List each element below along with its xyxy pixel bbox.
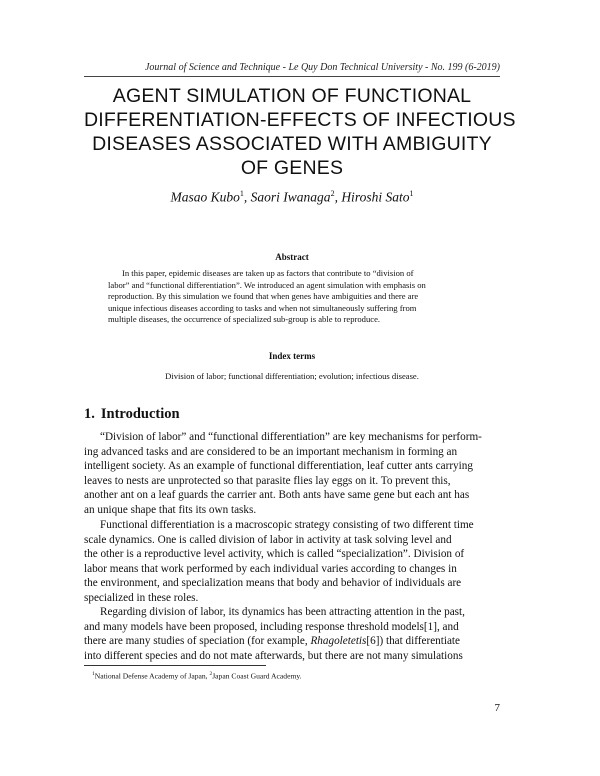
paragraph	[84, 605, 500, 663]
index-terms-text: Division of labor; functional differentiation; evolution; infectious disease.	[165, 371, 419, 381]
section-title: Introduction	[100, 406, 180, 422]
paragraph	[84, 430, 500, 518]
page-number: 7	[494, 702, 500, 714]
paragraph-line: “Division of labor” and “functional differentiation” are key mechanisms for perform-	[100, 431, 482, 443]
abstract-body	[108, 268, 476, 326]
author-list	[84, 189, 500, 206]
paragraph-line: labor means that work performed by each individual varies according to changes in	[84, 562, 457, 575]
author-separator: ,	[334, 189, 342, 205]
paragraph-line: the environment, and specialization means that body and behavior of individuals are	[84, 577, 462, 590]
title-line: AGENT SIMULATION OF FUNCTIONAL	[112, 85, 472, 107]
citation-text: [6]) that differentiate	[366, 635, 461, 648]
paragraph-line: Functional differentiation is a macroscopic strategy consisting of two different time	[100, 519, 474, 531]
paragraph	[84, 518, 500, 606]
paragraph-line: the other is a reproductive level activity, which is called “specialization”. Division of	[84, 548, 465, 561]
author-affiliation-mark: 1	[239, 189, 244, 198]
footnote-mark: 2	[209, 671, 213, 677]
title-line: DISEASES ASSOCIATED WITH AMBIGUITY	[92, 133, 492, 155]
paper-title	[84, 84, 516, 180]
footnote	[92, 671, 302, 681]
author-affiliation-mark: 1	[409, 189, 414, 198]
paragraph-line: ing advanced tasks and are considered to be an important mechanism in forming an	[84, 445, 458, 458]
header-rule	[84, 76, 500, 77]
author-separator: ,	[243, 189, 251, 205]
text-run: there are many studies of speciation (for example,	[84, 635, 311, 648]
abstract-line: reproduction. By this simulation we found that when genes have ambiguities and there are	[108, 291, 419, 301]
species-name: Rhagoletetis	[310, 635, 367, 648]
footnote-text: Japan Coast Guard Academy.	[212, 671, 302, 681]
paragraph-line: leaves to nests are unprotected so that parasite flies lay eggs on it. To prevent this,	[84, 474, 451, 487]
abstract-line: labor” and “functional differentiation”. We introduced an agent simulation with emphasis on	[108, 279, 426, 290]
author-name: Masao Kubo	[170, 189, 240, 205]
title-line: DIFFERENTIATION-EFFECTS OF INFECTIOUS	[84, 109, 516, 131]
paragraph-line: specialized in these roles.	[84, 591, 199, 604]
footnote-text: National Defense Academy of Japan,	[94, 671, 210, 681]
author-name: Saori Iwanaga	[250, 189, 331, 205]
author-name: Hiroshi Sato	[341, 189, 410, 205]
section-heading	[84, 406, 180, 423]
index-terms-heading: Index terms	[268, 351, 316, 361]
paragraph-line: scale dynamics. One is called division of labor in activity at task solving level and	[84, 533, 452, 546]
paragraph-line: another ant on a leaf guards the carrier ant. Both ants have same gene but each ant has	[84, 489, 470, 502]
paragraph-line: an unique shape that fits its own tasks.	[84, 503, 257, 516]
title-line: OF GENES	[240, 157, 344, 179]
running-head: Journal of Science and Technique - Le Quy Don Technical University - No. 199 (6-2019)	[144, 62, 500, 73]
abstract-line: unique infectious diseases according to tasks and when not simultaneously suffering from	[108, 302, 417, 313]
paragraph-line: intelligent society. As an example of functional differentiation, leaf cutter ants carrying	[84, 460, 473, 473]
abstract-heading: Abstract	[275, 252, 309, 262]
footnote-rule	[84, 665, 266, 666]
paragraph-line: into different species and do not mate afterwards, but there are not many simulations	[84, 649, 463, 662]
abstract-line: In this paper, epidemic diseases are taken up as factors that contribute to “division of	[122, 268, 414, 278]
paragraph-line: and many models have been proposed, including response threshold models[1], and	[84, 620, 459, 633]
paragraph-line: Regarding division of labor, its dynamics has been attracting attention in the past,	[100, 606, 465, 618]
footnote-mark: 1	[92, 671, 95, 677]
abstract-line: multiple diseases, the occurrence of specialized sub-group is able to reproduce.	[108, 314, 381, 324]
section-number: 1.	[84, 406, 95, 422]
paragraph-line	[84, 634, 500, 649]
author-affiliation-mark: 2	[330, 189, 335, 198]
